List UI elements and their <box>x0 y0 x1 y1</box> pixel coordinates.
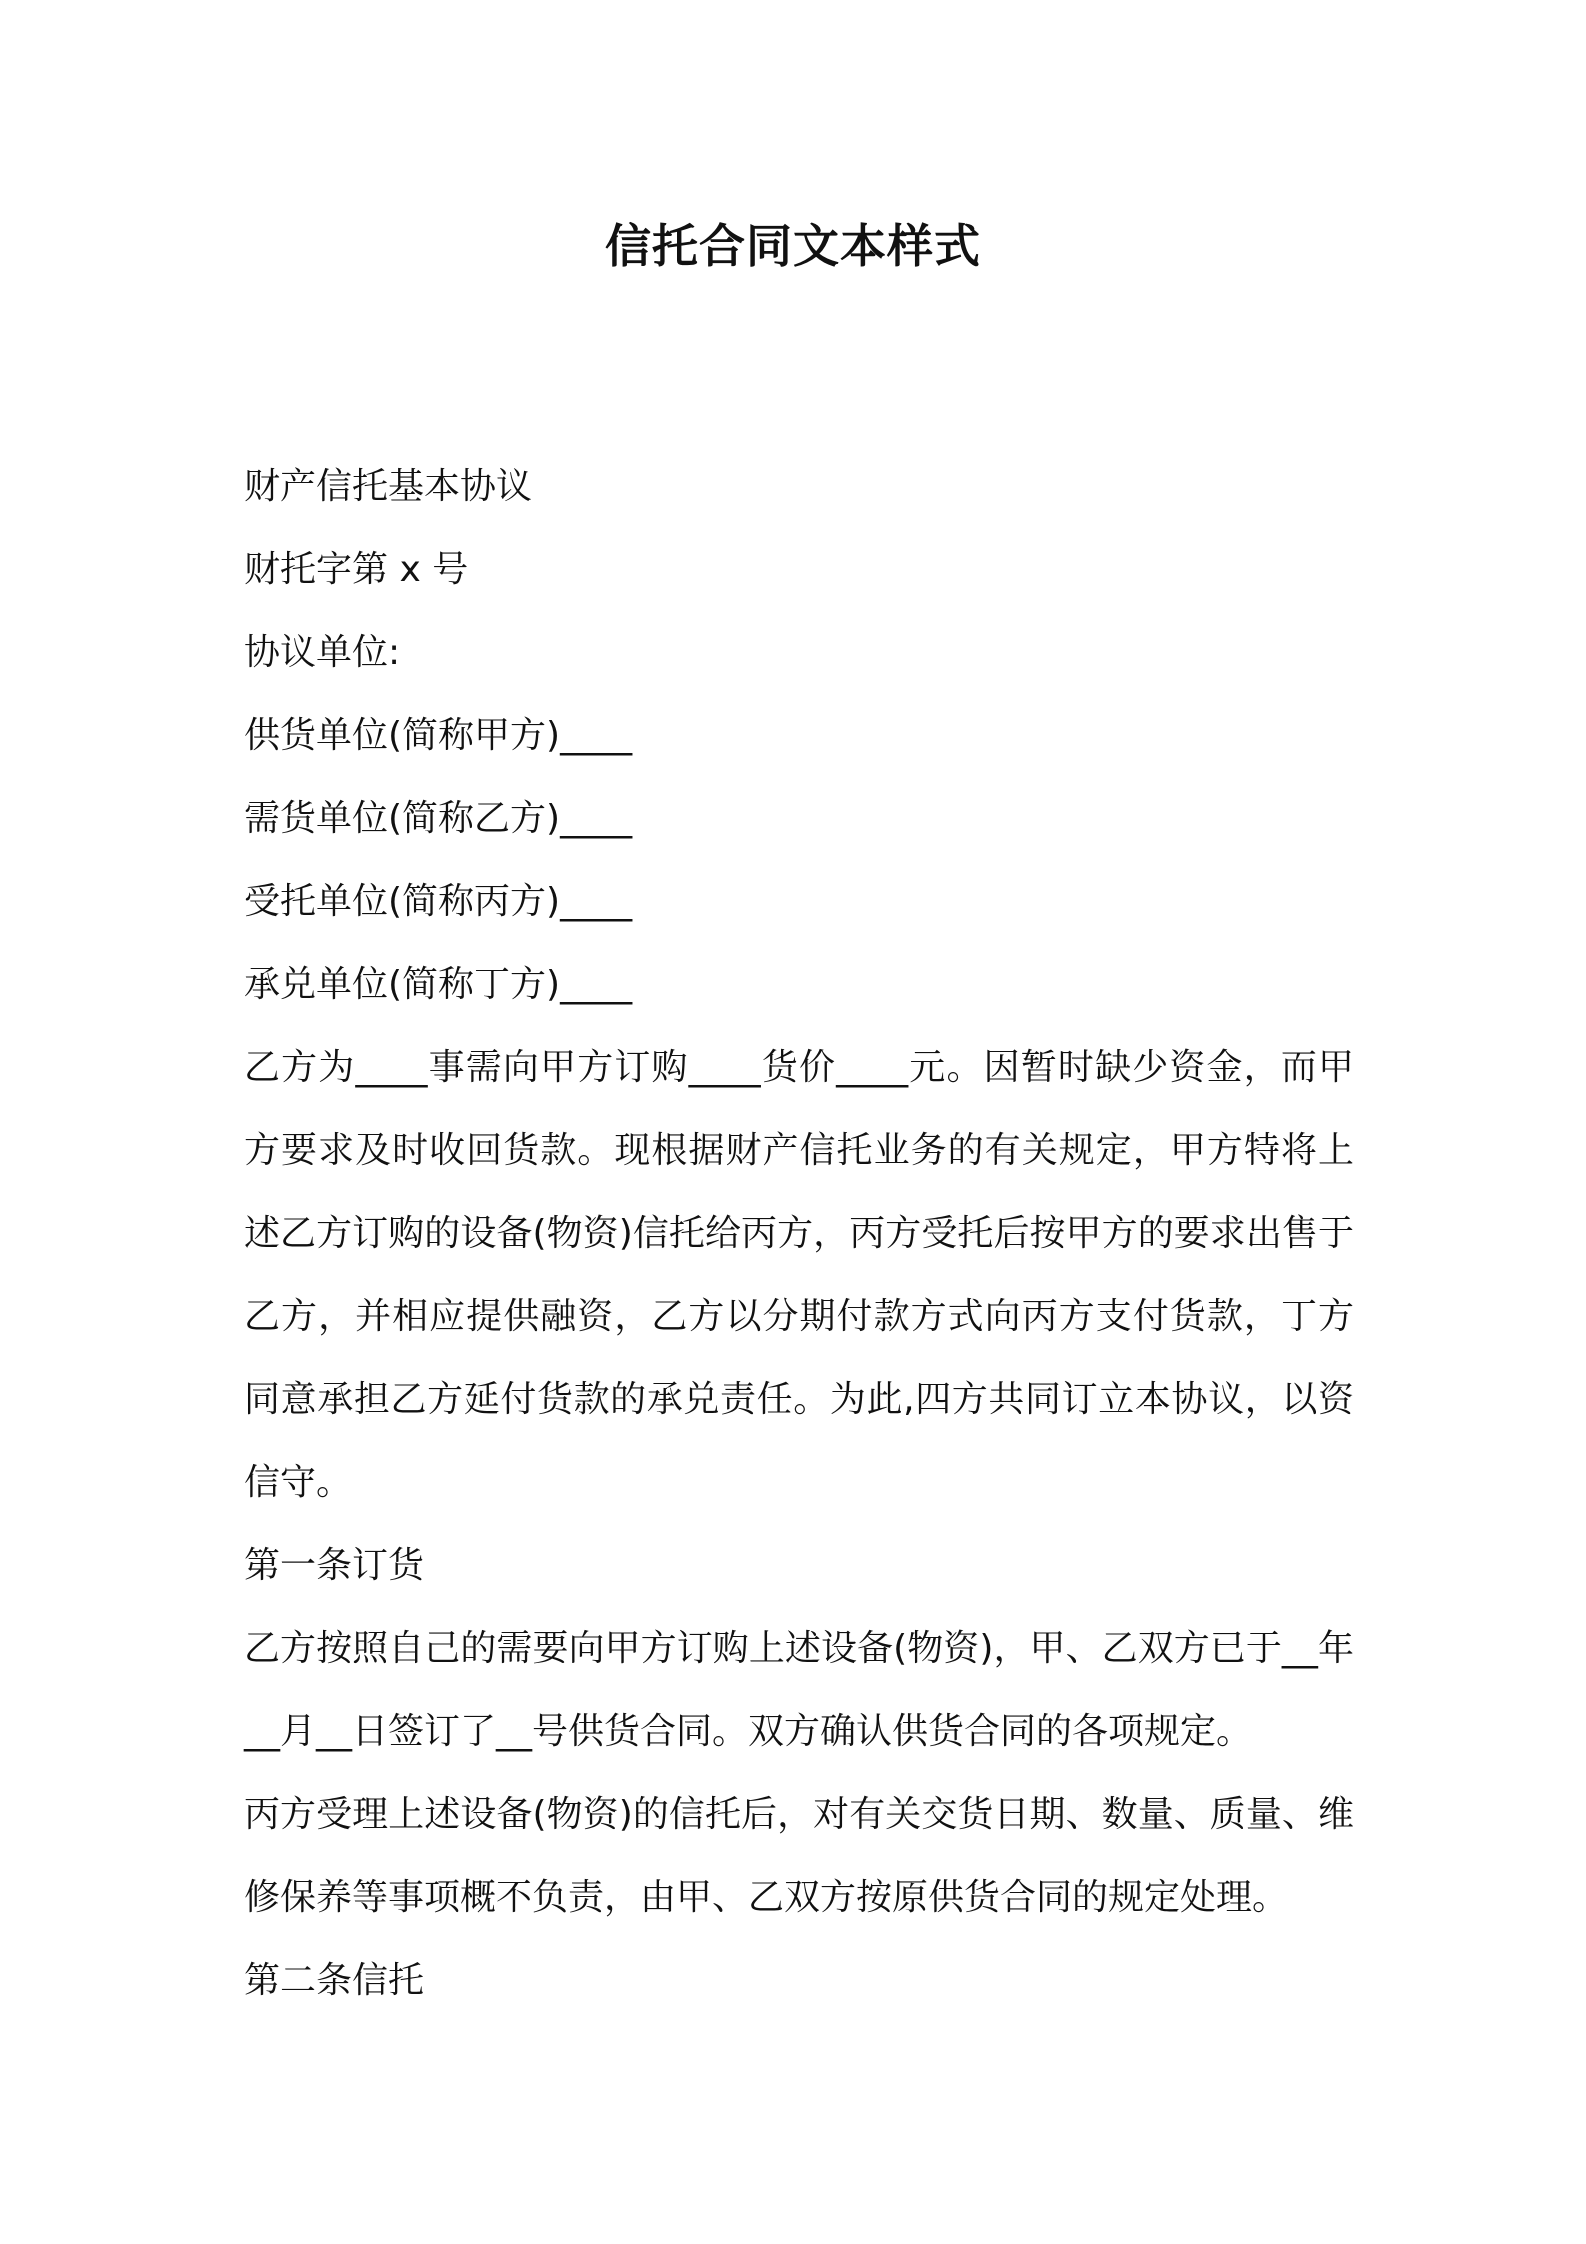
article-1-paragraph-1: 乙方按照自己的需要向甲方订购上述设备(物资)，甲、乙双方已于__年__月__日签订了__号供货合同。双方确认供货合同的各项规定。 <box>244 1628 1354 1752</box>
document-body <box>244 445 1354 2022</box>
party-a-line: 供货单位(简称甲方)____ <box>244 715 633 756</box>
article-1-heading: 第一条订货 <box>244 1545 425 1586</box>
agreement-number: 财托字第 x 号 <box>244 549 469 590</box>
party-b-line: 需货单位(简称乙方)____ <box>244 798 633 839</box>
document-title: 信托合同文本样式 <box>605 219 981 273</box>
article-2-heading: 第二条信托 <box>244 1960 425 2001</box>
preamble-paragraph: 乙方为____事需向甲方订购____货价____元。因暂时缺少资金，而甲方要求及时收回货款。现根据财产信托业务的有关规定，甲方特将上述乙方订购的设备(物资)信托给丙方，丙方受托后按甲方的要求出售于乙方，并相应提供融资，乙方以分期付款方式向丙方支付货款，丁方同意承担乙方延付货款的承兑责任。为此,四方共同订立本协议，以资信守。 <box>244 1047 1354 1503</box>
parties-label: 协议单位: <box>244 632 401 673</box>
article-1-paragraph-2: 丙方受理上述设备(物资)的信托后，对有关交货日期、数量、质量、维修保养等事项概不负责，由甲、乙双方按原供货合同的规定处理。 <box>244 1794 1354 1918</box>
party-c-line: 受托单位(简称丙方)____ <box>244 881 633 922</box>
party-d-line: 承兑单位(简称丁方)____ <box>244 964 633 1005</box>
agreement-name: 财产信托基本协议 <box>244 466 533 507</box>
